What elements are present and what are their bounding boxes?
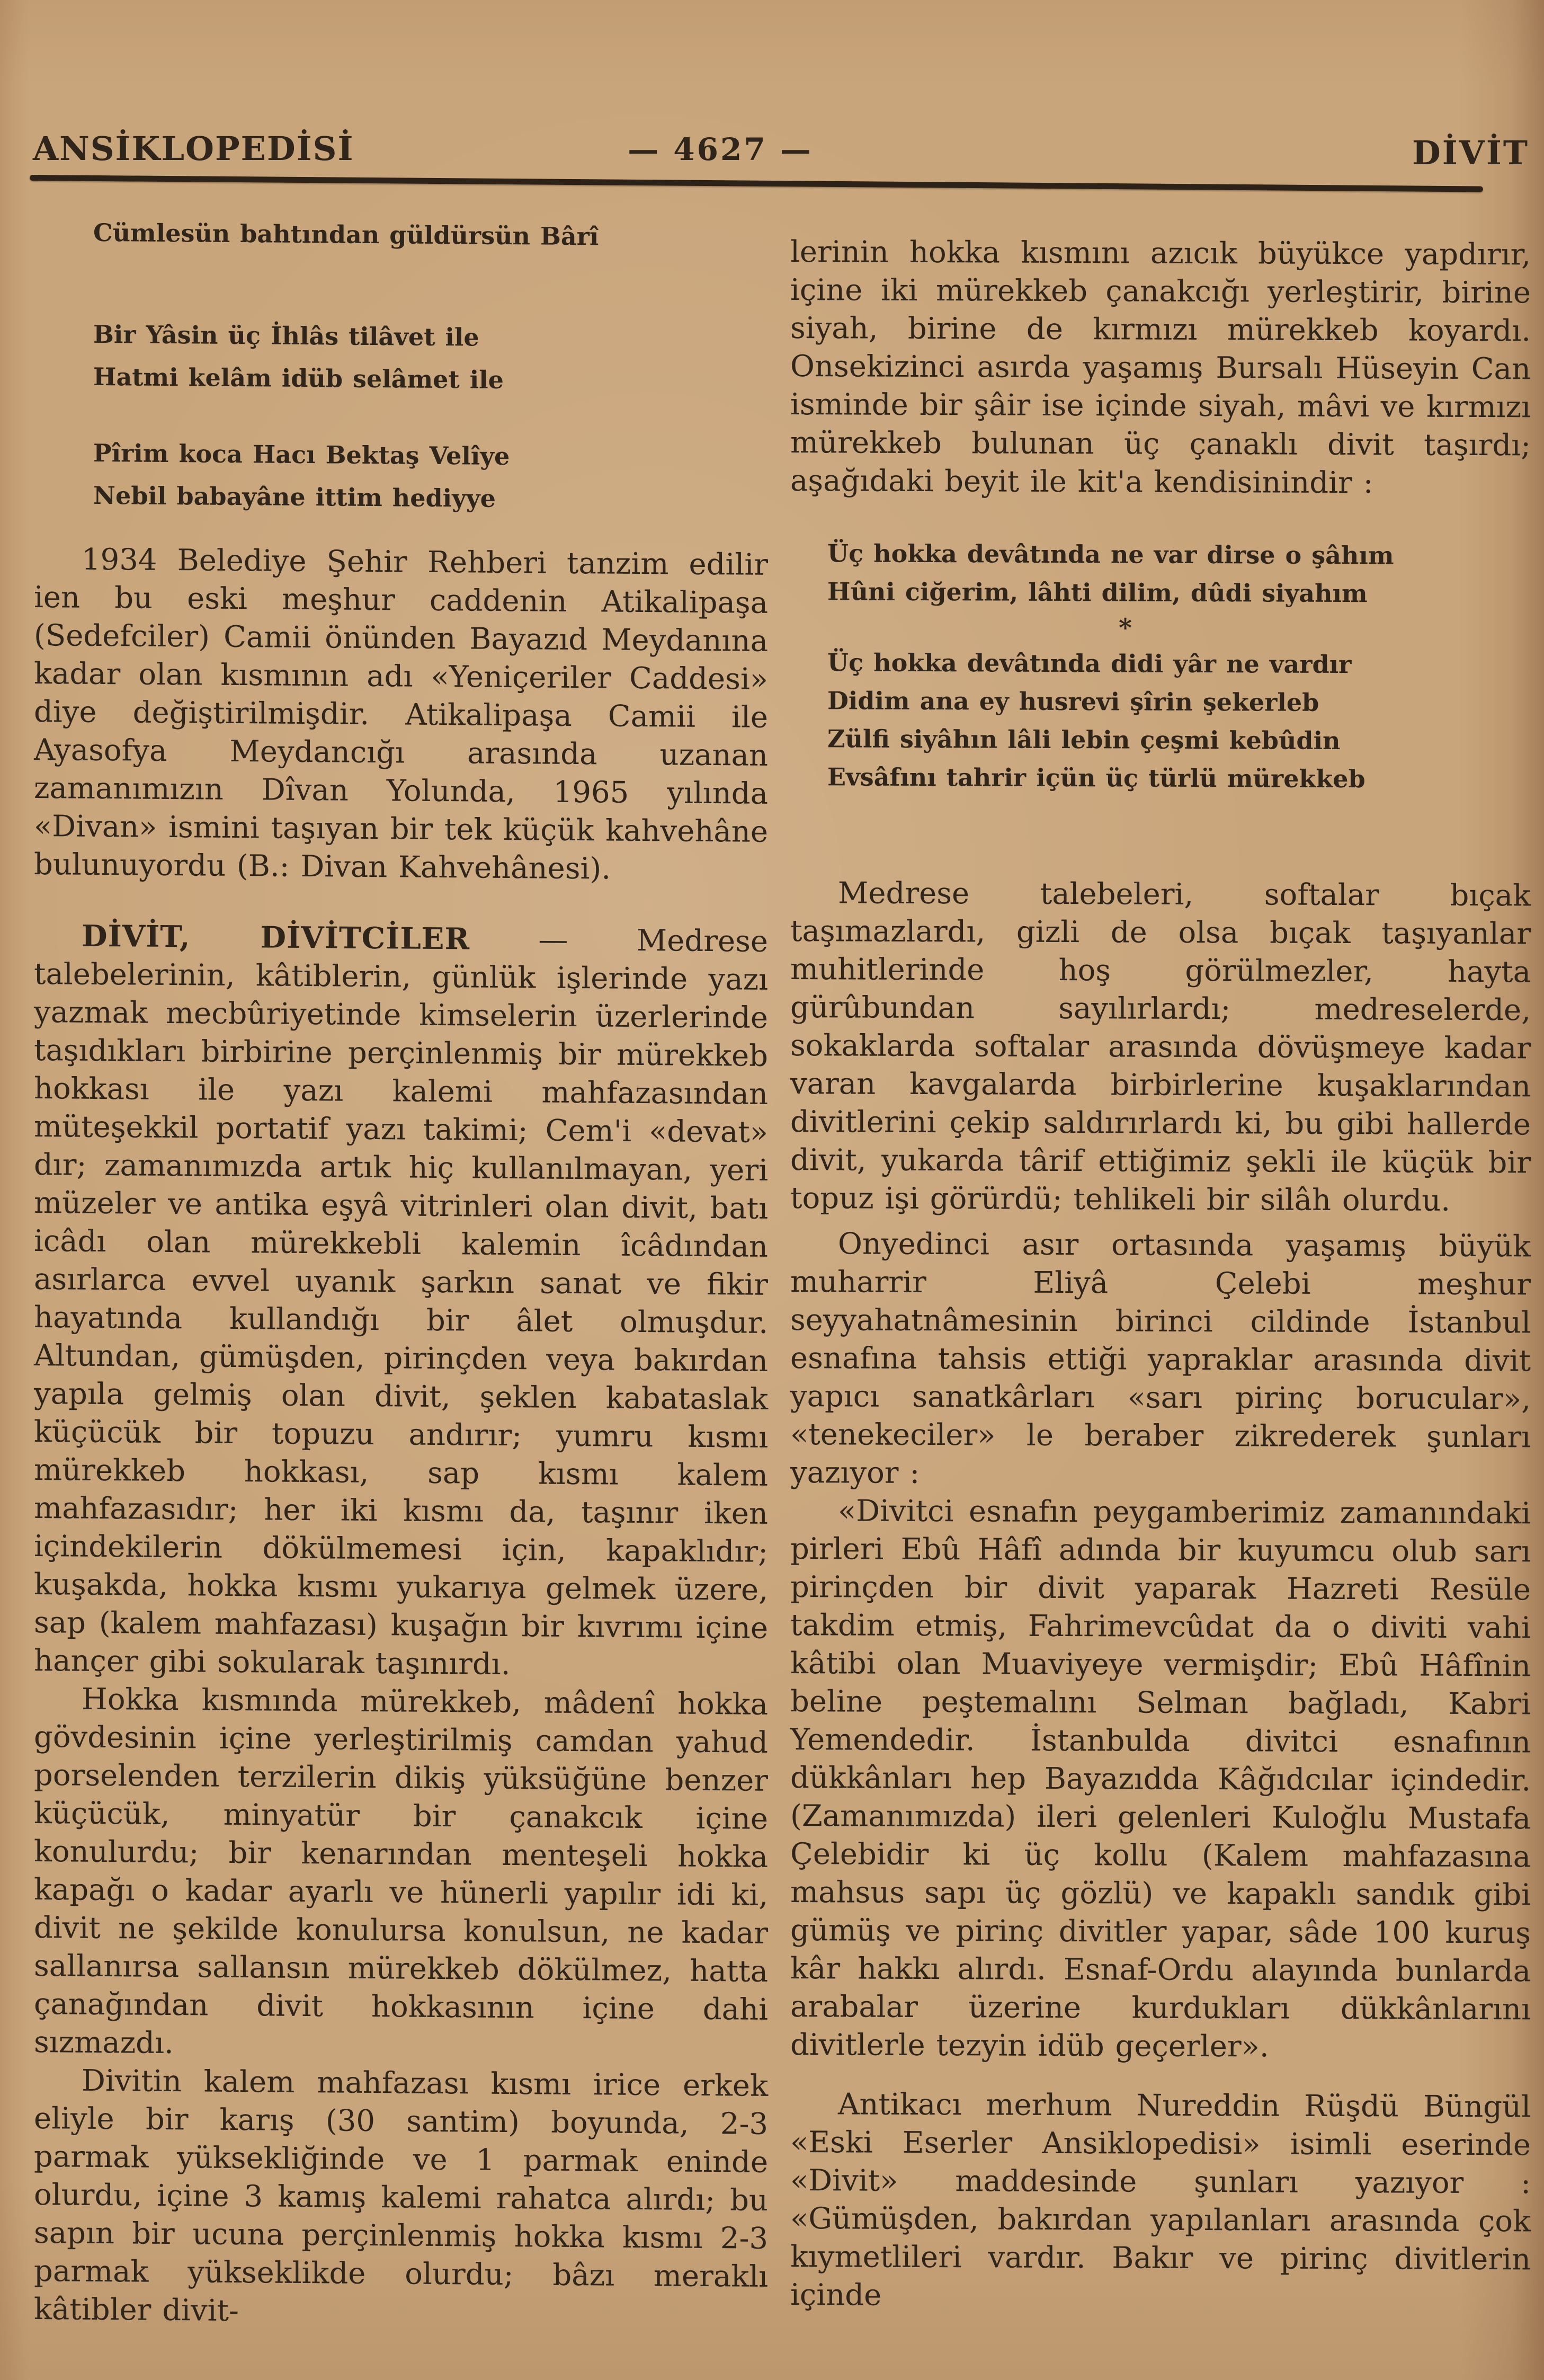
- right-column: [790, 233, 1531, 2317]
- poem-line: Hatmi kelâm idüb selâmet ile: [93, 362, 504, 394]
- entry-paragraph: [34, 917, 768, 1686]
- body-paragraph: 1934 Belediye Şehir Rehberi tanzim edilir ien bu eski meşhur caddenin Atikalipaşa (Sedefciler) Camii önünden Bayazıd Meydanına kadar olan kısmının adı «Yeniçeriler Caddesi» diye değiştirilmişdir. Atikalipaşa Camii ile Ayasofya Meydancığı arasında uzanan zamanımızın Dîvan Yolunda, 1965 yılında «Divan» ismini taşıyan bir tek küçük kahvehâne bulunuyordu (B.: Divan Kahvehânesi).: [34, 542, 768, 886]
- body-paragraph-continuation: lerinin hokka kısmını azıcık büyükce yapdırır, içine iki mürekkeb çanakcığı yerleştirir, birine siyah, birine de kırmızı mürekkeb koyardı. Onsekizinci asırda yaşamış Bursalı Hüseyin Can isminde bir şâir ise içinde siyah, mâvi ve kırmızı mürekkeb bulunan üç çanaklı divit taşırdı; aşağıdaki beyit ile kit'a kendisinindir :: [790, 235, 1531, 501]
- poem-line: Hûni ciğerim, lâhti dilim, dûdi siyahım: [827, 577, 1368, 608]
- body-paragraph: Antikacı merhum Nureddin Rüşdü Büngül «Eski Eserler Ansiklopedisi» isimli eserinde «Divit» maddesinde şunları yazıyor : «Gümüşden, bakırdan yapılanları arasında çok kıymetlileri vardır. Bakır ve pirinç divitlerin içinde: [790, 2087, 1531, 2313]
- entry-text: Medrese talebelerinin, kâtiblerin, günlük işlerinde yazı yazmak mecbûriyetinde kimselerin üzerlerinde taşıdıkları birbirine perçinlenmiş bir mürekkeb hokkası ile yazı kalemi mahfazasından müteşekkil portatif yazı takimi; Cem'i «devat» dır; zamanımızda artık hiç kullanılmayan, yeri müzeler ve antika eşyâ vitrinleri olan divit, batı icâdı olan mürekkebli kalemin îcâdından asırlarca evvel uyanık şarkın sanat ve fikir hayatında kullandığı bir âlet olmuşdur. Altundan, gümüşden, pirinçden veya bakırdan yapıla gelmiş olan divit, şeklen kabataslak küçücük bir topuzu andırır; yumru kısmı mürekkeb hokkası, sap kısmı kalem mahfazasıdır; her iki kısmı da, taşınır iken içindekilerin dökülmemesi için, kapaklıdır; kuşakda, hokka kısmı yukarıya gelmek üzere, sap (kalem mahfazası) kuşağın bir kıvrımı içine hançer gibi sokularak taşınırdı.: [34, 923, 768, 1682]
- body-paragraph: Hokka kısmında mürekkeb, mâdenî hokka gövdesinin içine yerleştirilmiş camdan yahud porselenden terzilerin dikiş yüksüğüne benzer küçücük, minyatür bir çanakcık içine konulurdu; bir kenarından menteşeli hokka kapağı o kadar ayarlı ve hünerli yapılır idi ki, divit ne şekilde konulursa konulsun, ne kadar sallanırsa sallansın mürekkeb dökülmez, hatta çanağından divit hokkasının içine dahi sızmazdı.: [34, 1682, 768, 2061]
- stanza-separator-star: *: [1119, 613, 1132, 643]
- entry-title: DİVİT, DİVİTCİLER: [82, 918, 470, 957]
- poem-line: Evsâfını tahrir içün üç türlü mürekkeb: [827, 762, 1365, 794]
- page-number: — 4627 —: [628, 131, 813, 167]
- poem-line: Bir Yâsin üç İhlâs tilâvet ile: [93, 319, 479, 352]
- poem-couplet: [93, 313, 768, 403]
- poem-line: Cümlesün bahtından güldürsün Bârî: [93, 218, 599, 251]
- body-paragraph: Divitin kalem mahfazası kısmı irice erkek eliyle bir karış (30 santim) boyunda, 2-3 parmak yüksekliğinde ve 1 parmak eninde olurdu, içine 3 kamış kalemi rahatca alırdı; bu sapın bir ucuna perçinlenmiş hokka kısmı 2-3 parmak yükseklikde olurdu; bâzı meraklı kâtibler divit-: [34, 2063, 768, 2329]
- poem-line: Üç hokka devâtında didi yâr ne vardır: [827, 648, 1352, 679]
- poem-stanza: [827, 643, 1531, 798]
- poem-couplet: [93, 432, 768, 522]
- article-title-header: DİVİT: [1412, 134, 1529, 172]
- left-column: [34, 211, 768, 2334]
- body-paragraph: Medrese talebeleri, softalar bıçak taşımazlardı, gizli de olsa bıçak taşıyanlar muhitlerinde hoş görülmezler, hayta gürûbundan sayılırlardı; medreselerde, sokaklarda softalar arasında dövüşmeye kadar varan kavgalarda birbirlerine kuşaklarından divitlerini çekip saldırırlardı ki, bu gibi hallerde divit, yukarda târif ettiğimiz şekli ile küçük bir topuz işi görürdü; tehlikeli bir silâh olurdu.: [790, 876, 1531, 1218]
- poem-stanza: [827, 534, 1531, 613]
- body-paragraph: Onyedinci asır ortasında yaşamış büyük muharrir Eliyâ Çelebi meşhur seyyahatnâmesinin birinci cildinde İstanbul esnafına tahsis ettiği yapraklar arasında divit yapıcı sanatkârları «sarı pirinç borucular», «tenekeciler» le beraber zikrederek şunları yazıyor :: [790, 1227, 1531, 1490]
- poem-line: Pîrim koca Hacı Bektaş Velîye: [93, 438, 510, 471]
- publication-title: ANSİKLOPEDİSİ: [33, 129, 354, 168]
- poem-line: Üç hokka devâtında ne var dirse o şâhım: [827, 539, 1394, 570]
- poem-line: Didim ana ey husrevi şîrin şekerleb: [827, 686, 1319, 717]
- entry-dash: —: [538, 922, 568, 957]
- poem-line: Nebil babayâne ittim hediyye: [93, 481, 496, 513]
- header-rule: [30, 175, 1483, 192]
- poem-line: Zülfi siyâhın lâli lebin çeşmi kebûdin: [827, 724, 1341, 755]
- body-paragraph: «Divitci esnafın peygamberimiz zamanındaki pirleri Ebû Hâfî adında bir kuyumcu olub sarı pirinçden bir divit yaparak Hazreti Resüle takdim etmiş, Fahrimevcûdat da o diviti vahi kâtibi olan Muaviyeye vermişdir; Ebû Hâfînin beline peştemalını Selman bağladı, Kabri Yemendedir. İstanbulda divitci esnafının dükkânları hep Bayazıdda Kâğıdcılar içindedir. (Zamanımızda) ileri gelenleri Kuloğlu Mustafa Çelebidir ki üç kollu (Kalem mahfazasına mahsus sapı üç gözlü) ve kapaklı sandık gibi gümüş ve pirinç divitler yapar, sâde 100 kuruş kâr hakkı alırdı. Esnaf-Ordu alayında bunlarda arabalar üzerine kurdukları dükkânlarını divitlerle tezyin idüb geçerler».: [790, 1494, 1531, 2064]
